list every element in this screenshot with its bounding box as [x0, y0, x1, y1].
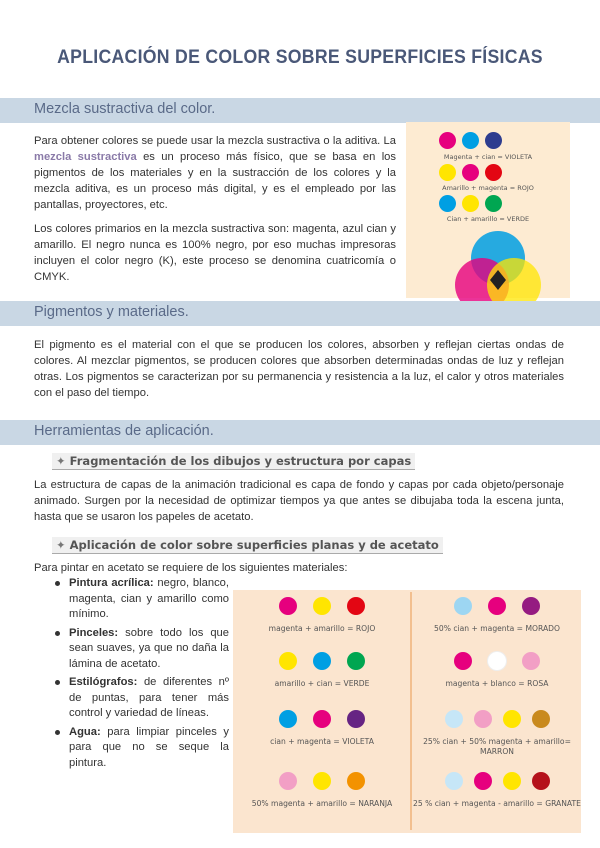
list-item: [55, 725, 229, 772]
color-swatch-dot: [532, 772, 550, 790]
color-swatch-dot: [313, 597, 331, 615]
color-swatch-dot: [488, 652, 506, 670]
red-dot: [485, 164, 502, 181]
mezcla-paragraph-2: Los colores primarios en la mezcla sustractiva son: magenta, azul cian y amarillo. El negro nunca es 100% negro, por eso muchas impresoras incluyen el color negro (K), este proceso se denomina cuatricomía o CMYK.: [34, 223, 396, 283]
color-swatch-dot: [474, 710, 492, 728]
mix-formula-label: 25 % cian + magenta - amarillo = GRANATE: [413, 799, 581, 808]
mix-label-verde: Cian + amarillo = VERDE: [446, 215, 530, 223]
color-swatch-dot: [313, 652, 331, 670]
violet-dot: [485, 132, 502, 149]
mix-formula-label: amarillo + cian = VERDE: [274, 679, 370, 688]
color-swatch-dot: [313, 710, 331, 728]
subheading-acetato-text: Aplicación de color sobre superficies planas y de acetato: [69, 538, 439, 552]
section-title-herramientas: Herramientas de aplicación.: [34, 423, 214, 439]
cyan-dot: [439, 195, 456, 212]
color-swatch-dot: [279, 597, 297, 615]
color-swatch-dot: [488, 597, 506, 615]
page-title: APLICACIÓN DE COLOR SOBRE SUPERFICIES FÍSICAS: [57, 47, 543, 68]
color-swatch-dot: [454, 652, 472, 670]
acetato-intro: Para pintar en acetato se requiere de los siguientes materiales:: [34, 562, 348, 574]
subheading-capas-text: Fragmentación de los dibujos y estructura por capas: [69, 454, 412, 468]
list-item: [55, 576, 229, 623]
mix-formula-label: cian + magenta = VIOLETA: [270, 737, 374, 746]
subtractive-mix-image: [406, 122, 570, 298]
color-swatch-dot: [474, 772, 492, 790]
materials-list: [55, 574, 229, 774]
material-name: Pintura acrílica:: [69, 577, 154, 589]
color-swatch-dot: [445, 710, 463, 728]
color-swatch-dot: [279, 772, 297, 790]
color-swatch-dot: [532, 710, 550, 728]
mezcla-paragraph-1: [34, 133, 396, 213]
mix-formula-label: 25% cian + 50% magenta + amarillo= MARRON: [423, 737, 571, 756]
mix-label-violeta: Magenta + cian = VIOLETA: [443, 153, 533, 161]
cmy-venn-diagram: [448, 230, 548, 312]
mezcla-p1-text-a: Para obtener colores se puede usar la mezcla sustractiva o la aditiva. La: [34, 135, 396, 147]
list-item: [55, 626, 229, 673]
mix-formula-label: 50% cian + magenta = MORADO: [434, 624, 560, 633]
yellow-dot: [462, 195, 479, 212]
color-swatch-dot: [503, 710, 521, 728]
color-swatch-dot: [313, 772, 331, 790]
material-desc: negro, blanco, magenta, cian y amarillo como mínimo.: [69, 577, 229, 620]
list-item: [55, 675, 229, 722]
section-header-herramientas: [0, 420, 600, 445]
color-swatch-dot: [347, 710, 365, 728]
material-desc: para limpiar pinceles y para que no se seque la pintura.: [69, 725, 229, 769]
pigmentos-paragraph: El pigmento es el material con el que se producen los colores, absorben y reflejan ciertas ondas de colores. Al mezclar pigmentos, se producen colores que absorben determinadas ondas de luz y reflejan otras. Los pigmentos se caracterizan por su permanencia y resistencia a la luz, el calor y otros materiales con el paso del tiempo.: [34, 339, 564, 399]
color-swatch-dot: [347, 652, 365, 670]
mix-label-rojo: Amarillo + magenta = ROJO: [442, 184, 534, 192]
material-desc: de diferentes nº de puntas, para tener más control y variedad de líneas.: [69, 676, 229, 719]
mezcla-highlight: mezcla sustractiva: [34, 151, 137, 163]
capas-paragraph: La estructura de capas de la animación tradicional es capa de fondo y capas por cada objeto/personaje animado. Surgen por la necesidad de optimizar tiempos ya que antes se dibujaba toda la escena junta, hasta que se usaron los papeles de acetato.: [34, 479, 564, 523]
star-bullet-icon: ✦: [56, 454, 66, 468]
material-name: Pinceles:: [69, 626, 119, 639]
subheading-capas: [52, 453, 415, 470]
mix-formula-label: magenta + blanco = ROSA: [445, 679, 549, 688]
star-bullet-icon: ✦: [56, 538, 66, 552]
material-name: Agua:: [69, 725, 101, 738]
color-swatch-dot: [454, 597, 472, 615]
color-swatch-dot: [347, 597, 365, 615]
green-dot: [485, 195, 502, 212]
mix-formula-label: 50% magenta + amarillo = NARANJA: [251, 799, 393, 808]
color-swatch-dot: [279, 710, 297, 728]
color-swatch-dot: [347, 772, 365, 790]
mix-formula-label: magenta + amarillo = ROJO: [268, 624, 376, 633]
section-title-pigmentos: Pigmentos y materiales.: [34, 304, 189, 320]
color-swatch-dot: [522, 652, 540, 670]
subheading-acetato: [52, 537, 443, 554]
magenta-dot: [439, 132, 456, 149]
yellow-dot: [439, 164, 456, 181]
section-header-mezcla: [0, 98, 600, 123]
cyan-dot: [462, 132, 479, 149]
magenta-dot: [462, 164, 479, 181]
material-desc: sobre todo los que sean suaves, ya que no daña la lámina de acetato.: [69, 626, 229, 670]
color-swatch-dot: [503, 772, 521, 790]
color-swatch-dot: [522, 597, 540, 615]
section-header-pigmentos: [0, 301, 600, 326]
color-swatch-dot: [445, 772, 463, 790]
mezcla-p1-text-b: es un proceso más físico, que se basa en los pigmentos de los materiales y en la sustracción de los colores y la mezcla aditiva, es un proceso más digital, y es el empleado por las pantallas, proyectores, etc.: [34, 151, 396, 211]
section-title-mezcla: Mezcla sustractiva del color.: [34, 101, 216, 117]
color-swatch-dot: [279, 652, 297, 670]
material-name: Estilógrafos:: [69, 676, 138, 688]
